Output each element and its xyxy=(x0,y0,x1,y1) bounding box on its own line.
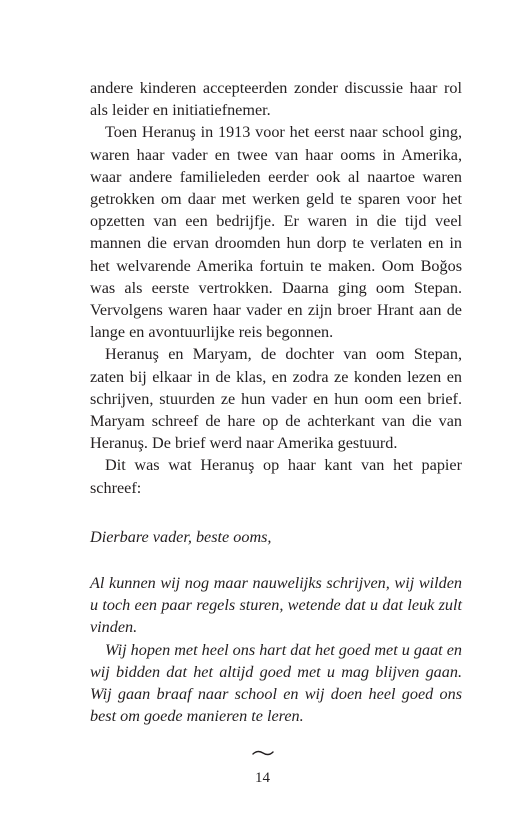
body-paragraph: Heranuş en Maryam, de dochter van oom Stepan, zaten bij elkaar in de klas, en zodra ze konden lezen en schrijven, stuurden ze hun vader en hun oom een brief. Maryam schreef de hare op de achterkant van die van Heranuş. De brief werd naar Amerika gestuurd. xyxy=(90,345,462,453)
body-paragraph: Toen Heranuş in 1913 voor het eerst naar school ging, waren haar vader en twee van haar ooms in Amerika, waar andere familieleden eerder ook al naartoe waren getrokken om daar met werken geld te sparen voor het opzetten van een bedrijfje. Er waren in die tijd veel mannen die ervan droomden hun dorp te verlaten en in het welvarende Amerika fortuin te maken. Oom Boğos was als eerste vertrokken. Daarna ging oom Stepan. Vervolgens waren haar vader en zijn broer Hrant aan de lange en avontuurlijke reis begonnen. xyxy=(90,123,462,342)
letter-salutation: Dierbare vader, beste ooms, xyxy=(90,528,272,546)
body-paragraph: Dit was wat Heranuş op haar kant van het papier schreef: xyxy=(90,456,462,497)
letter-paragraph: Al kunnen wij nog maar nauwelijks schrijven, wij wilden u toch een paar regels sturen, wetende dat u dat leuk zult vinden. xyxy=(90,574,462,637)
letter-paragraph: Wij hopen met heel ons hart dat het goed met u gaat en wij bidden dat het altijd goed met u mag blijven gaan. Wij gaan braaf naar school en wij doen heel goed ons best om goede manieren te leren. xyxy=(90,640,462,726)
body-text xyxy=(90,77,462,499)
wave-ornament-icon xyxy=(0,744,525,762)
letter-body xyxy=(90,572,462,727)
page-number: 14 xyxy=(255,770,270,786)
body-paragraph: andere kinderen accepteerden zonder discussie haar rol als leider en initiatiefnemer. xyxy=(90,79,462,120)
